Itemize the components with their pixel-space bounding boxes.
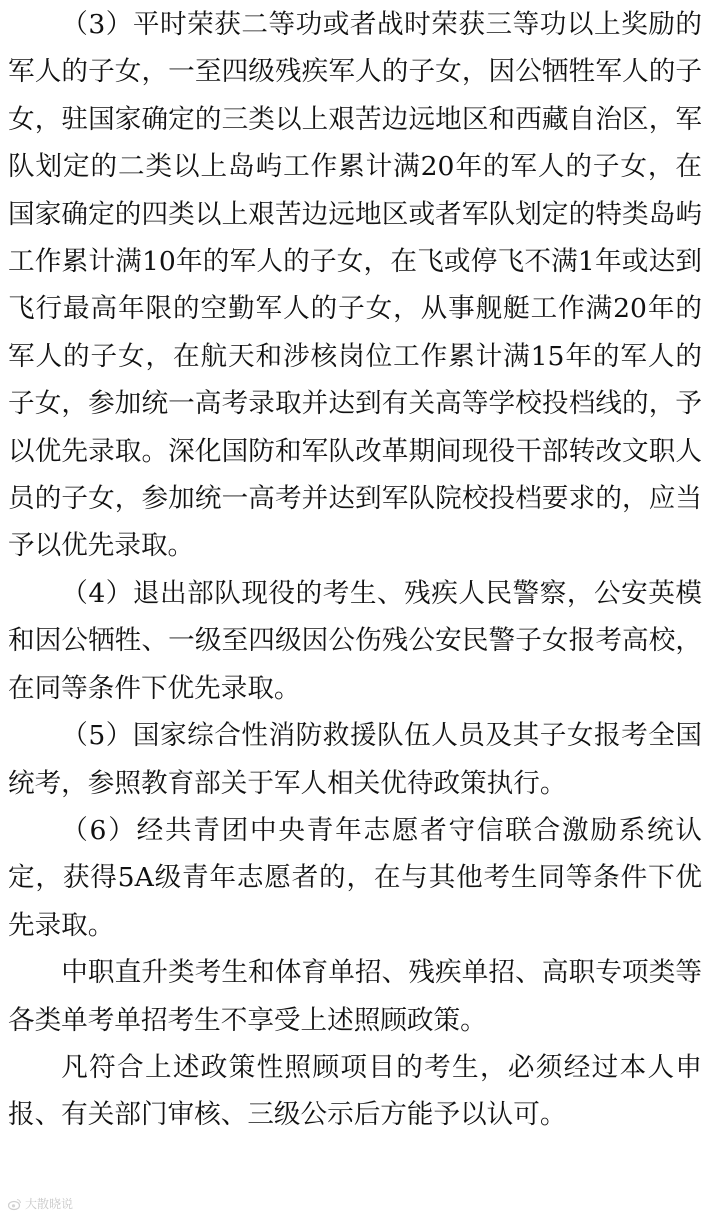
weibo-logo-icon [8, 1197, 22, 1211]
paragraph-approval: 凡符合上述政策性照顾项目的考生，必须经过本人申报、有关部门审核、三级公示后方能予以认可。 [8, 1051, 702, 1131]
paragraph-4: （4）退出部队现役的考生、残疾人民警察，公安英模和因公牺牲、一级至四级因公伤残公安民警子女报考高校，在同等条件下优先录取。 [8, 577, 702, 704]
watermark [8, 1195, 73, 1212]
paragraph-exclusion: 中职直升类考生和体育单招、残疾单招、高职专项类等各类单考单招考生不享受上述照顾政策。 [8, 957, 702, 1036]
watermark-text: 大散晓说 [25, 1197, 74, 1211]
paragraph-5: （5）国家综合性消防救援队伍人员及其子女报考全国统考，参照教育部关于军人相关优待政策执行。 [8, 720, 702, 799]
paragraph-6: （6）经共青团中央青年志愿者守信联合激励系统认定，获得5A级青年志愿者的，在与其他考生同等条件下优先录取。 [8, 814, 702, 941]
paragraph-3: （3）平时荣获二等功或者战时荣获三等功以上奖励的军人的子女，一至四级残疾军人的子女，因公牺牲军人的子女，驻国家确定的三类以上艰苦边远地区和西藏自治区，军队划定的二类以上岛屿工作累计满20年的军人的子女，在国家确定的四类以上艰苦边远地区或者军队划定的特类岛屿工作累计满10年的军人的子女，在飞或停飞不满1年或达到飞行最高年限的空勤军人的子女，从事舰艇工作满20年的军人的子女，在航天和涉核岗位工作累计满15年的军人的子女，参加统一高考录取并达到有关高等学校投档线的，予以优先录取。深化国防和军队改革期间现役干部转改文职人员的子女，参加统一高考并达到军队院校投档要求的，应当予以优先录取。 [8, 9, 702, 562]
